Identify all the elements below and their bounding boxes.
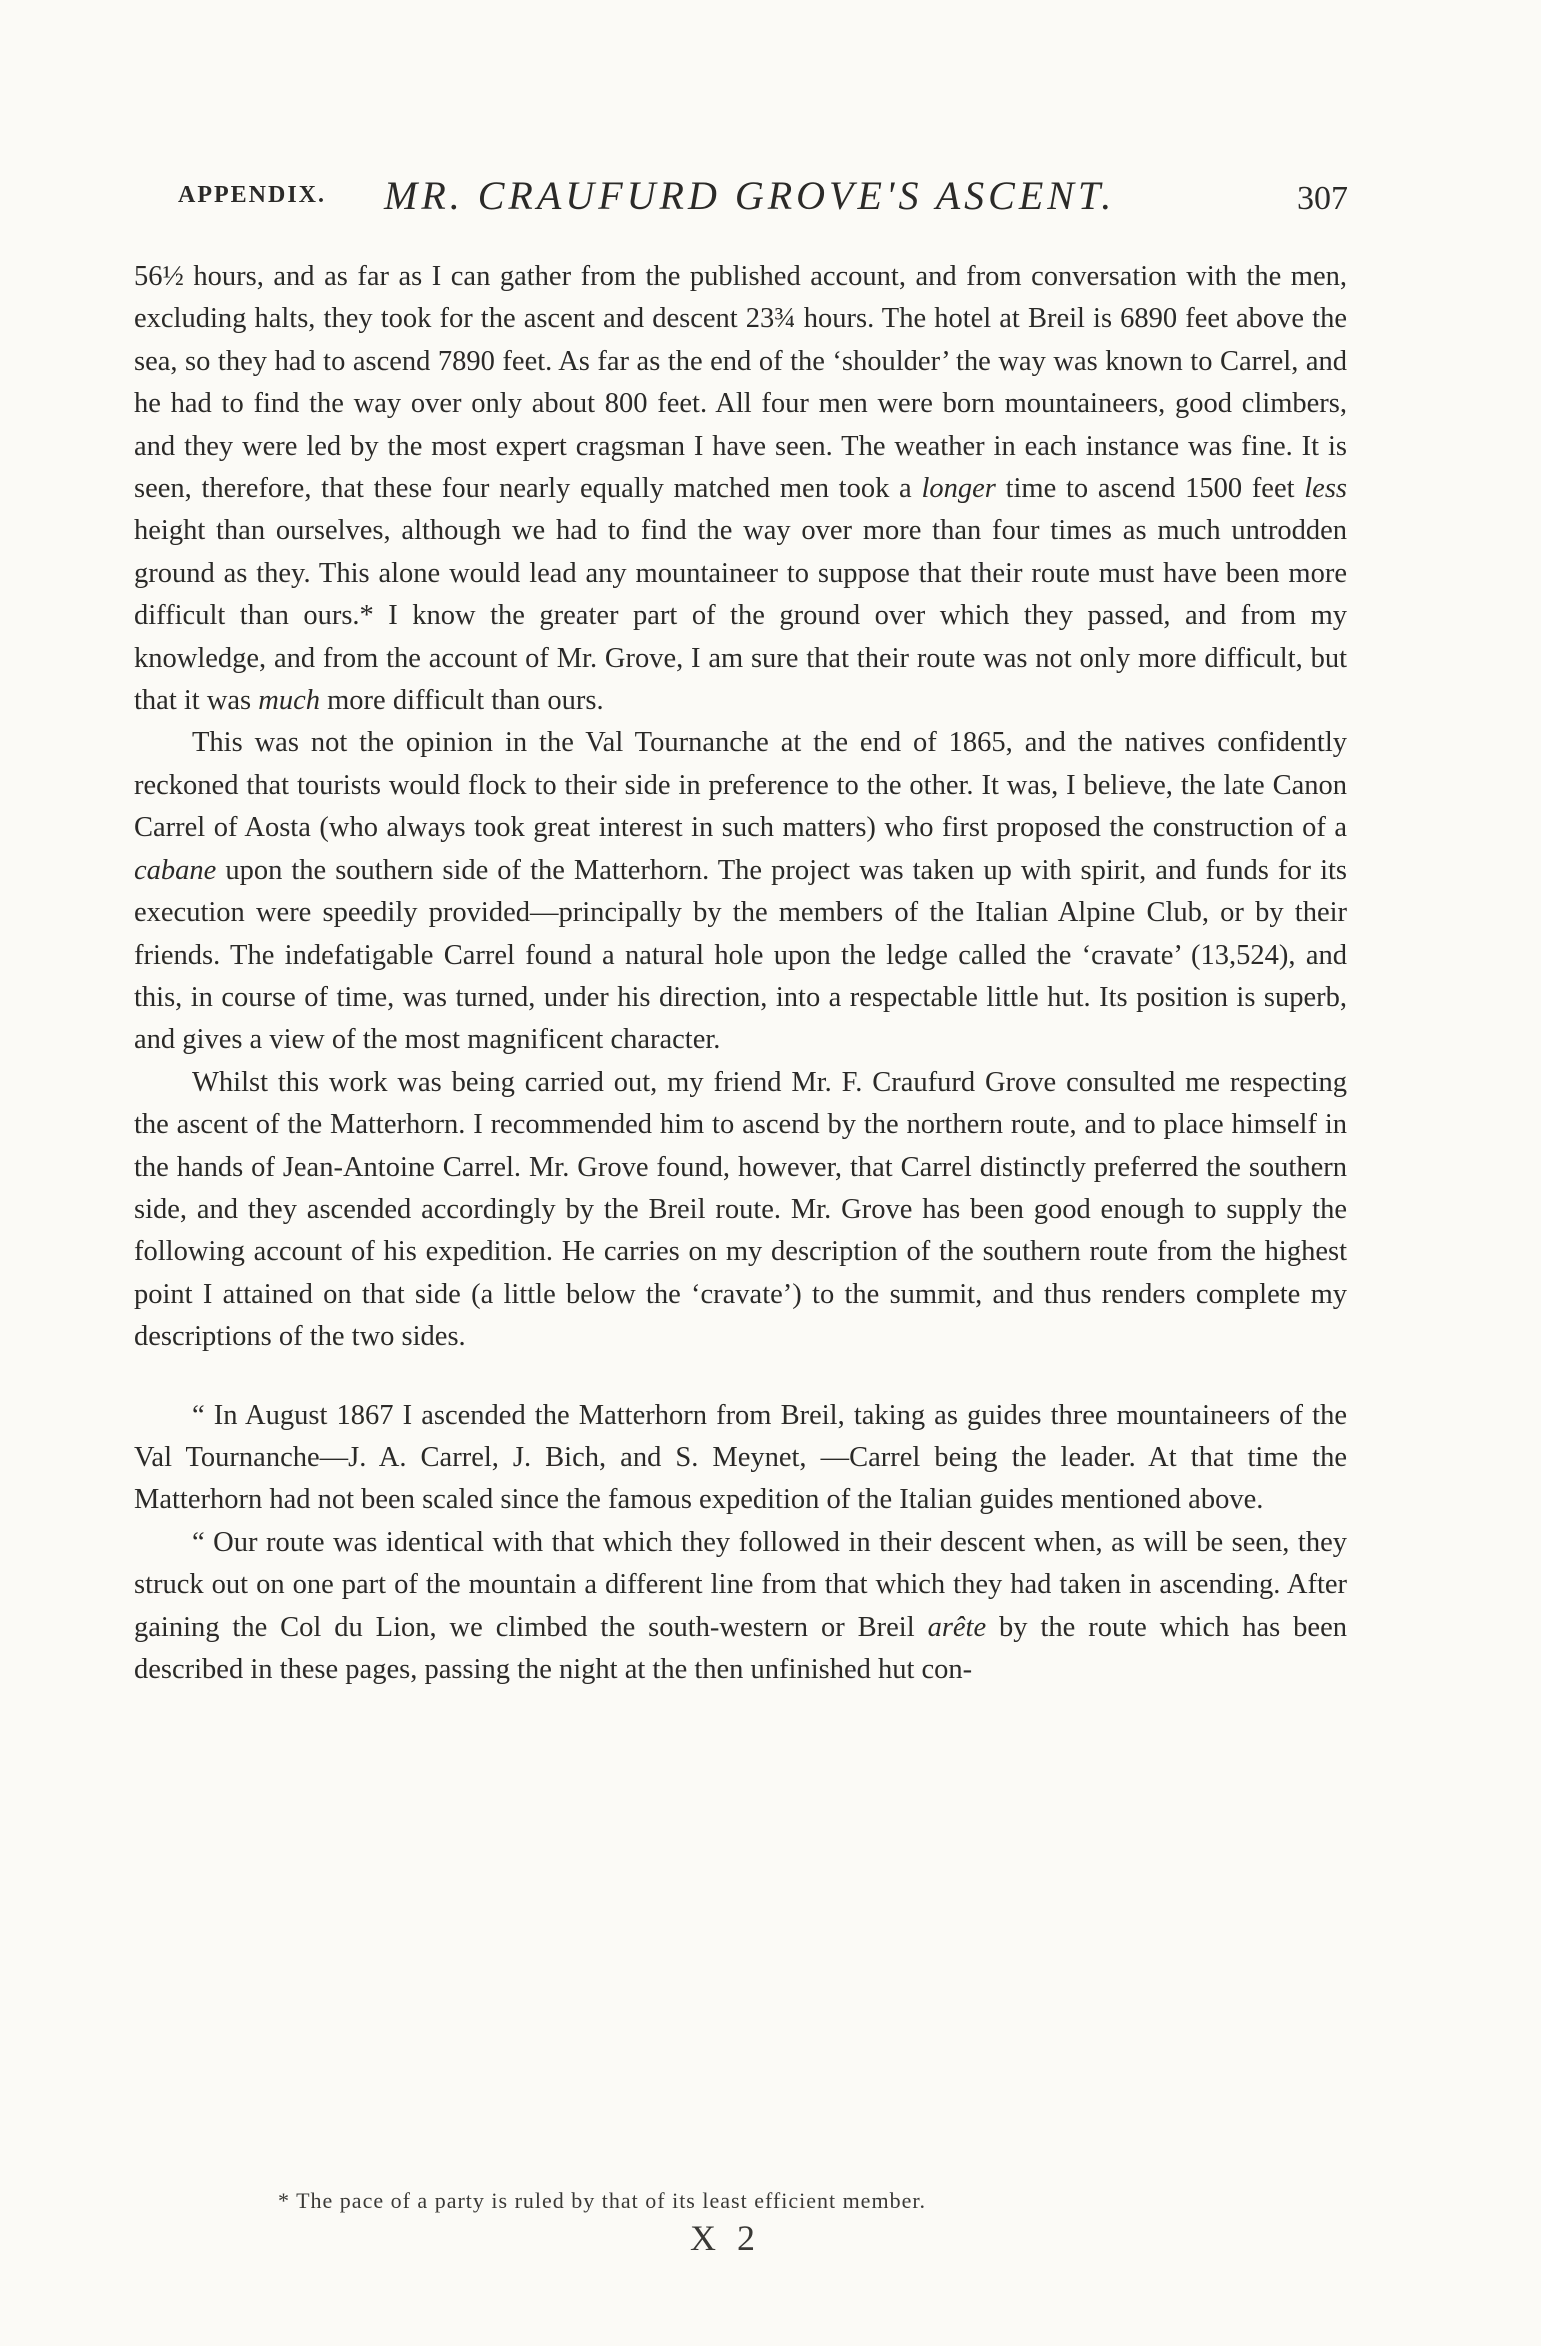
paragraph-gap [134,1359,1347,1395]
text-run: upon the southern side of the Matterhorn. The project was taken up with spirit, and funds for its execution were speedily provided—principally by the members of the Italian Alpine Club, or by their friends. The indefatigable Carrel found a natural hole upon the ledge called the ‘cravate’ (13,524), and this, in course of time, was turned, under his direction, into a respectable little hut. Its position is superb, and gives a view of the most magnificent character. [134,854,1347,1056]
text-run: 56½ hours, and as far as I can gather from the published account, and from conversation with the men, excluding halts, they took for the ascent and descent 23¾ hours. The hotel at Breil is 6890 feet above the sea, so they had to ascend 7890 feet. As far as the end of the ‘shoulder’ the way was known to Carrel, and he had to find the way over only about 800 feet. All four men were born mountaineers, good climbers, and they were led by the most expert cragsman I have seen. The weather in each instance was fine. It is seen, therefore, that these four nearly equally matched men took a [134,261,1347,505]
emphasis: arête [927,1611,987,1643]
emphasis: much [258,685,321,717]
emphasis: longer [921,473,996,505]
emphasis: cabane [134,854,217,886]
running-header [178,172,1348,228]
text-run: height than ourselves, although we had to find the way over more than four times as much untrodden ground as they. This alone would lead any mountaineer to suppose that their route must have been more difficult than ours.* I know the greater part of the ground over which they passed, and from my knowledge, and from the account of Mr. Grove, I am sure that their route was not only more difficult, but that it was [134,515,1347,717]
body-text [134,256,1347,1691]
text-run: This was not the opinion in the Val Tournanche at the end of 1865, and the natives confidently reckoned that tourists would flock to their side in preference to the other. It was, I believe, the late Canon Carrel of Aosta (who always took great interest in such matters) who first proposed the construction of a [134,727,1347,844]
paragraph-3: Whilst this work was being carried out, my friend Mr. F. Craufurd Grove consulted me respecting the ascent of the Matterhorn. I recommended him to ascend by the northern route, and to place himself in the hands of Jean-Antoine Carrel. Mr. Grove found, however, that Carrel distinctly preferred the southern side, and they ascended accordingly by the Breil route. Mr. Grove has been good enough to supply the following account of his expedition. He carries on my description of the southern route from the highest point I attained on that side (a little below the ‘cravate’) to the summit, and thus renders complete my descriptions of the two sides. [134,1066,1347,1353]
text-run: more difficult than ours. [320,685,604,717]
paragraph-5 [134,1522,1347,1692]
page-title: MR. CRAUFURD GROVE'S ASCENT. [384,173,1116,218]
page-number: 307 [1297,180,1348,217]
emphasis: less [1304,473,1347,505]
paragraph-4: “ In August 1867 I ascended the Matterhorn from Breil, taking as guides three mountaineers of the Val Tournanche—J. A. Carrel, J. Bich, and S. Meynet, —Carrel being the leader. At that time the Matterhorn had not been scaled since the famous expedition of the Italian guides mentioned above. [134,1399,1347,1516]
text-run: time to ascend 1500 feet [995,473,1305,505]
paragraph-2 [134,722,1347,1061]
signature-mark: X 2 [690,2218,761,2258]
paragraph-1 [134,256,1347,722]
section-label: APPENDIX. [178,182,326,208]
footnote: * The pace of a party is ruled by that of its least efficient member. [278,2188,926,2213]
text-run: by the route which has been described in these pages, passing the night at the then unfinished hut con- [134,1611,1347,1685]
text-run: “ Our route was identical with that which they followed in their descent when, as will be seen, they struck out on one part of the mountain a different line from that which they had taken in ascending. After gaining the Col du Lion, we climbed the south-western or Breil [134,1526,1347,1643]
